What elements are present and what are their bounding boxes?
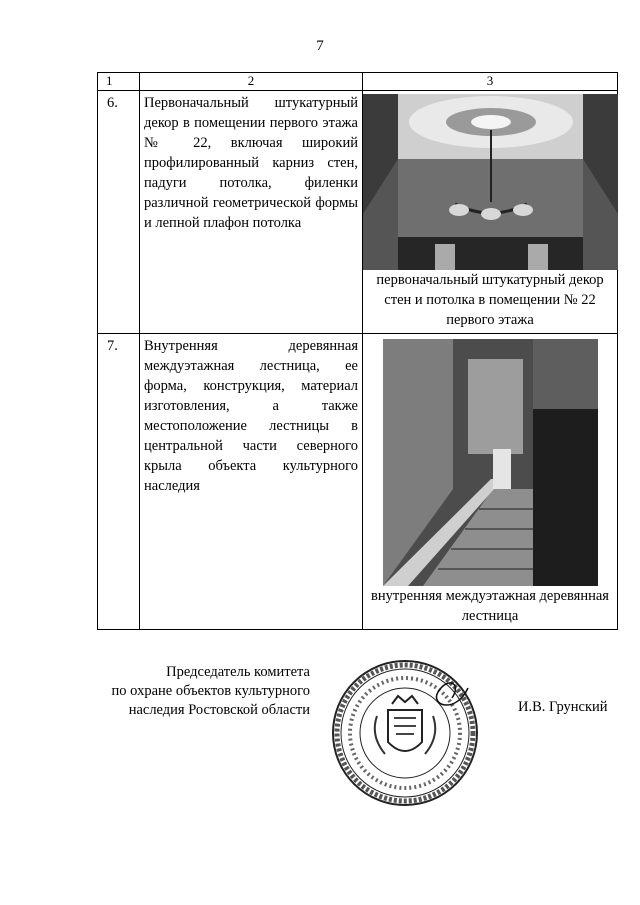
row-description-cell bbox=[140, 91, 363, 334]
table-row bbox=[98, 334, 618, 630]
header-col-3: 3 bbox=[363, 73, 618, 91]
row-description-cell bbox=[140, 334, 363, 630]
row-number: 7. bbox=[107, 338, 118, 354]
signatory-position bbox=[70, 663, 310, 720]
row-number: 6. bbox=[107, 95, 118, 111]
header-col-1: 1 bbox=[98, 73, 140, 91]
photo-caption: первоначальный штукатурный декор стен и потолка в помещении № 22 первого этажа bbox=[376, 272, 604, 328]
table-row bbox=[98, 91, 618, 334]
row-number-cell bbox=[98, 91, 140, 334]
row-photo-cell bbox=[363, 334, 618, 630]
staircase-photo bbox=[383, 339, 598, 586]
row-photo-cell bbox=[363, 91, 618, 334]
ceiling-decor-photo bbox=[363, 94, 618, 270]
position-line: наследия Ростовской области bbox=[128, 702, 310, 718]
position-line: по охране объектов культурного bbox=[111, 683, 310, 699]
monument-features-table bbox=[97, 72, 618, 630]
table-header-row bbox=[98, 73, 618, 91]
photo-caption: внутренняя междуэтажная деревянная лестница bbox=[371, 588, 609, 624]
row-description: Первоначальный штукатурный декор в помещении первого этажа № 22, включая широкий профилированный карниз стен, падуги потолка, филенки различной геометрической формы и лепной плафон потолка bbox=[144, 95, 358, 231]
signatory-name: И.В. Грунский bbox=[518, 699, 608, 715]
header-col-2: 2 bbox=[140, 73, 363, 91]
row-number-cell bbox=[98, 334, 140, 630]
position-line: Председатель комитета bbox=[166, 664, 310, 680]
official-seal bbox=[330, 658, 480, 808]
row-description: Внутренняя деревянная междуэтажная лестница, ее форма, конструкция, материал изготовления, а также местоположение лестницы в центральной части северного крыла объекта культурного наследия bbox=[144, 338, 358, 494]
page-number: 7 bbox=[316, 38, 324, 54]
